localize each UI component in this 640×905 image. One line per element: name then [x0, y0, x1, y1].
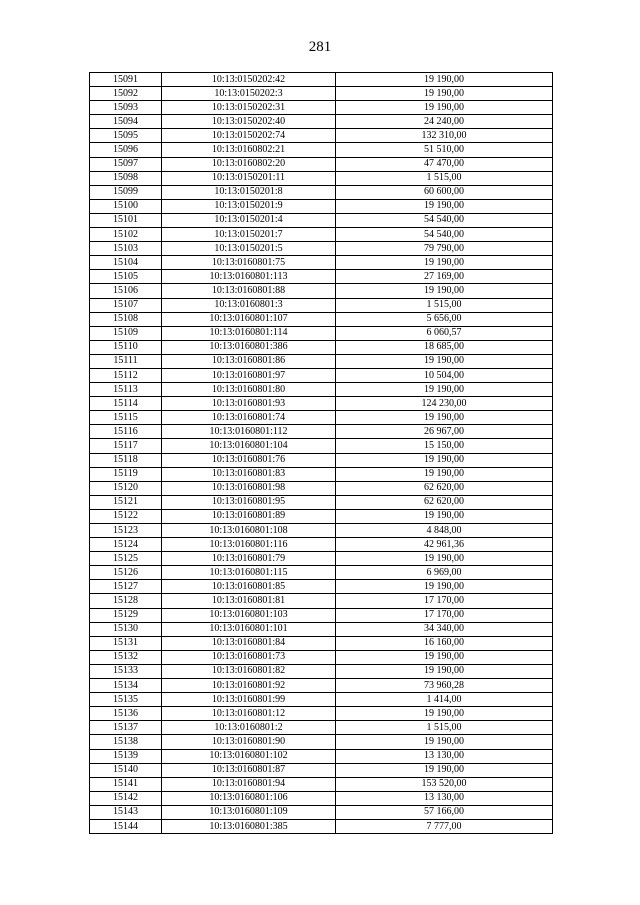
- cadastral-number-cell: 10:13:0160801:101: [162, 622, 336, 636]
- row-number-cell: 15099: [90, 185, 162, 199]
- amount-cell: 19 190,00: [336, 552, 553, 566]
- amount-cell: 62 620,00: [336, 495, 553, 509]
- row-number-cell: 15098: [90, 171, 162, 185]
- row-number-cell: 15100: [90, 199, 162, 213]
- amount-cell: 42 961,36: [336, 538, 553, 552]
- row-number-cell: 15106: [90, 284, 162, 298]
- row-number-cell: 15121: [90, 495, 162, 509]
- cadastral-number-cell: 10:13:0150202:40: [162, 115, 336, 129]
- cadastral-number-cell: 10:13:0160801:88: [162, 284, 336, 298]
- table-row: [90, 129, 553, 143]
- table-row: [90, 298, 553, 312]
- amount-cell: 19 190,00: [336, 383, 553, 397]
- amount-cell: 24 240,00: [336, 115, 553, 129]
- table-row: [90, 622, 553, 636]
- data-table-container: [89, 72, 552, 834]
- cadastral-number-cell: 10:13:0160801:115: [162, 566, 336, 580]
- row-number-cell: 15120: [90, 481, 162, 495]
- table-row: [90, 805, 553, 819]
- table-row: [90, 467, 553, 481]
- table-row: [90, 397, 553, 411]
- table-row: [90, 270, 553, 284]
- amount-cell: 73 960,28: [336, 679, 553, 693]
- cadastral-number-cell: 10:13:0160801:84: [162, 636, 336, 650]
- amount-cell: 19 190,00: [336, 284, 553, 298]
- table-row: [90, 425, 553, 439]
- cadastral-number-cell: 10:13:0160801:73: [162, 650, 336, 664]
- row-number-cell: 15134: [90, 679, 162, 693]
- amount-cell: 132 310,00: [336, 129, 553, 143]
- row-number-cell: 15114: [90, 397, 162, 411]
- amount-cell: 153 520,00: [336, 777, 553, 791]
- amount-cell: 19 190,00: [336, 650, 553, 664]
- table-row: [90, 411, 553, 425]
- table-row: [90, 101, 553, 115]
- cadastral-number-cell: 10:13:0160801:102: [162, 749, 336, 763]
- amount-cell: 19 190,00: [336, 354, 553, 368]
- row-number-cell: 15144: [90, 819, 162, 833]
- table-row: [90, 439, 553, 453]
- cadastral-number-cell: 10:13:0160801:95: [162, 495, 336, 509]
- table-row: [90, 679, 553, 693]
- cadastral-number-cell: 10:13:0160801:97: [162, 368, 336, 382]
- cadastral-number-cell: 10:13:0160801:79: [162, 552, 336, 566]
- row-number-cell: 15128: [90, 594, 162, 608]
- table-row: [90, 777, 553, 791]
- amount-cell: 51 510,00: [336, 143, 553, 157]
- row-number-cell: 15127: [90, 580, 162, 594]
- cadastral-number-cell: 10:13:0160801:92: [162, 679, 336, 693]
- row-number-cell: 15122: [90, 509, 162, 523]
- row-number-cell: 15137: [90, 721, 162, 735]
- table-row: [90, 213, 553, 227]
- row-number-cell: 15096: [90, 143, 162, 157]
- amount-cell: 6 060,57: [336, 326, 553, 340]
- row-number-cell: 15095: [90, 129, 162, 143]
- row-number-cell: 15136: [90, 707, 162, 721]
- row-number-cell: 15123: [90, 524, 162, 538]
- amount-cell: 19 190,00: [336, 411, 553, 425]
- row-number-cell: 15115: [90, 411, 162, 425]
- row-number-cell: 15140: [90, 763, 162, 777]
- row-number-cell: 15133: [90, 664, 162, 678]
- amount-cell: 19 190,00: [336, 509, 553, 523]
- cadastral-number-cell: 10:13:0160801:116: [162, 538, 336, 552]
- cadastral-number-cell: 10:13:0160801:99: [162, 693, 336, 707]
- cadastral-number-cell: 10:13:0160801:86: [162, 354, 336, 368]
- row-number-cell: 15108: [90, 312, 162, 326]
- cadastral-number-cell: 10:13:0160801:2: [162, 721, 336, 735]
- table-row: [90, 552, 553, 566]
- row-number-cell: 15126: [90, 566, 162, 580]
- cadastral-number-cell: 10:13:0160801:106: [162, 791, 336, 805]
- cadastral-number-cell: 10:13:0160801:81: [162, 594, 336, 608]
- amount-cell: 57 166,00: [336, 805, 553, 819]
- table-row: [90, 721, 553, 735]
- amount-cell: 13 130,00: [336, 749, 553, 763]
- table-row: [90, 693, 553, 707]
- amount-cell: 26 967,00: [336, 425, 553, 439]
- cadastral-number-cell: 10:13:0160801:90: [162, 735, 336, 749]
- cadastral-number-cell: 10:13:0150202:42: [162, 73, 336, 87]
- table-row: [90, 608, 553, 622]
- amount-cell: 16 160,00: [336, 636, 553, 650]
- table-row: [90, 749, 553, 763]
- amount-cell: 1 515,00: [336, 298, 553, 312]
- cadastral-number-cell: 10:13:0160801:104: [162, 439, 336, 453]
- amount-cell: 19 190,00: [336, 664, 553, 678]
- row-number-cell: 15101: [90, 213, 162, 227]
- row-number-cell: 15097: [90, 157, 162, 171]
- row-number-cell: 15092: [90, 87, 162, 101]
- row-number-cell: 15124: [90, 538, 162, 552]
- cadastral-number-cell: 10:13:0150201:4: [162, 213, 336, 227]
- table-row: [90, 453, 553, 467]
- cadastral-number-cell: 10:13:0150201:5: [162, 242, 336, 256]
- row-number-cell: 15094: [90, 115, 162, 129]
- row-number-cell: 15129: [90, 608, 162, 622]
- table-row: [90, 185, 553, 199]
- amount-cell: 19 190,00: [336, 87, 553, 101]
- amount-cell: 15 150,00: [336, 439, 553, 453]
- cadastral-number-cell: 10:13:0150201:9: [162, 199, 336, 213]
- table-row: [90, 284, 553, 298]
- cadastral-number-cell: 10:13:0160802:20: [162, 157, 336, 171]
- cadastral-number-cell: 10:13:0160802:21: [162, 143, 336, 157]
- table-row: [90, 650, 553, 664]
- amount-cell: 1 515,00: [336, 721, 553, 735]
- amount-cell: 17 170,00: [336, 608, 553, 622]
- row-number-cell: 15143: [90, 805, 162, 819]
- amount-cell: 19 190,00: [336, 735, 553, 749]
- amount-cell: 19 190,00: [336, 199, 553, 213]
- amount-cell: 19 190,00: [336, 256, 553, 270]
- table-row: [90, 383, 553, 397]
- amount-cell: 6 969,00: [336, 566, 553, 580]
- row-number-cell: 15117: [90, 439, 162, 453]
- cadastral-number-cell: 10:13:0150202:31: [162, 101, 336, 115]
- row-number-cell: 15131: [90, 636, 162, 650]
- table-row: [90, 509, 553, 523]
- table-row: [90, 580, 553, 594]
- table-row: [90, 707, 553, 721]
- data-table: [89, 72, 553, 834]
- cadastral-number-cell: 10:13:0160801:113: [162, 270, 336, 284]
- table-row: [90, 73, 553, 87]
- table-row: [90, 368, 553, 382]
- table-row: [90, 538, 553, 552]
- cadastral-number-cell: 10:13:0160801:76: [162, 453, 336, 467]
- cadastral-number-cell: 10:13:0160801:80: [162, 383, 336, 397]
- table-row: [90, 594, 553, 608]
- row-number-cell: 15116: [90, 425, 162, 439]
- amount-cell: 54 540,00: [336, 213, 553, 227]
- cadastral-number-cell: 10:13:0160801:107: [162, 312, 336, 326]
- row-number-cell: 15125: [90, 552, 162, 566]
- cadastral-number-cell: 10:13:0160801:85: [162, 580, 336, 594]
- amount-cell: 19 190,00: [336, 73, 553, 87]
- row-number-cell: 15105: [90, 270, 162, 284]
- amount-cell: 19 190,00: [336, 580, 553, 594]
- row-number-cell: 15142: [90, 791, 162, 805]
- amount-cell: 18 685,00: [336, 340, 553, 354]
- amount-cell: 60 600,00: [336, 185, 553, 199]
- amount-cell: 7 777,00: [336, 819, 553, 833]
- amount-cell: 17 170,00: [336, 594, 553, 608]
- cadastral-number-cell: 10:13:0150201:8: [162, 185, 336, 199]
- table-row: [90, 524, 553, 538]
- amount-cell: 4 848,00: [336, 524, 553, 538]
- amount-cell: 19 190,00: [336, 467, 553, 481]
- row-number-cell: 15109: [90, 326, 162, 340]
- table-row: [90, 735, 553, 749]
- cadastral-number-cell: 10:13:0160801:82: [162, 664, 336, 678]
- amount-cell: 124 230,00: [336, 397, 553, 411]
- table-row: [90, 157, 553, 171]
- cadastral-number-cell: 10:13:0150202:3: [162, 87, 336, 101]
- row-number-cell: 15111: [90, 354, 162, 368]
- table-row: [90, 566, 553, 580]
- amount-cell: 19 190,00: [336, 763, 553, 777]
- amount-cell: 47 470,00: [336, 157, 553, 171]
- cadastral-number-cell: 10:13:0160801:386: [162, 340, 336, 354]
- page-number: 281: [308, 39, 332, 55]
- row-number-cell: 15113: [90, 383, 162, 397]
- table-row: [90, 354, 553, 368]
- amount-cell: 13 130,00: [336, 791, 553, 805]
- table-row: [90, 326, 553, 340]
- table-row: [90, 664, 553, 678]
- row-number-cell: 15104: [90, 256, 162, 270]
- cadastral-number-cell: 10:13:0160801:93: [162, 397, 336, 411]
- table-row: [90, 763, 553, 777]
- amount-cell: 19 190,00: [336, 101, 553, 115]
- table-row: [90, 87, 553, 101]
- row-number-cell: 15091: [90, 73, 162, 87]
- cadastral-number-cell: 10:13:0160801:12: [162, 707, 336, 721]
- row-number-cell: 15112: [90, 368, 162, 382]
- amount-cell: 54 540,00: [336, 228, 553, 242]
- amount-cell: 1 414,00: [336, 693, 553, 707]
- table-row: [90, 199, 553, 213]
- cadastral-number-cell: 10:13:0160801:74: [162, 411, 336, 425]
- table-row: [90, 228, 553, 242]
- row-number-cell: 15141: [90, 777, 162, 791]
- row-number-cell: 15130: [90, 622, 162, 636]
- table-row: [90, 481, 553, 495]
- table-row: [90, 256, 553, 270]
- row-number-cell: 15102: [90, 228, 162, 242]
- amount-cell: 19 190,00: [336, 707, 553, 721]
- cadastral-number-cell: 10:13:0150202:74: [162, 129, 336, 143]
- row-number-cell: 15132: [90, 650, 162, 664]
- table-row: [90, 791, 553, 805]
- table-row: [90, 340, 553, 354]
- table-row: [90, 636, 553, 650]
- table-row: [90, 171, 553, 185]
- row-number-cell: 15119: [90, 467, 162, 481]
- row-number-cell: 15110: [90, 340, 162, 354]
- table-row: [90, 115, 553, 129]
- cadastral-number-cell: 10:13:0160801:108: [162, 524, 336, 538]
- amount-cell: 19 190,00: [336, 453, 553, 467]
- amount-cell: 34 340,00: [336, 622, 553, 636]
- row-number-cell: 15135: [90, 693, 162, 707]
- cadastral-number-cell: 10:13:0150201:7: [162, 228, 336, 242]
- amount-cell: 10 504,00: [336, 368, 553, 382]
- row-number-cell: 15118: [90, 453, 162, 467]
- amount-cell: 27 169,00: [336, 270, 553, 284]
- amount-cell: 1 515,00: [336, 171, 553, 185]
- cadastral-number-cell: 10:13:0160801:94: [162, 777, 336, 791]
- cadastral-number-cell: 10:13:0150201:11: [162, 171, 336, 185]
- row-number-cell: 15139: [90, 749, 162, 763]
- amount-cell: 5 656,00: [336, 312, 553, 326]
- table-row: [90, 143, 553, 157]
- cadastral-number-cell: 10:13:0160801:87: [162, 763, 336, 777]
- cadastral-number-cell: 10:13:0160801:98: [162, 481, 336, 495]
- table-row: [90, 312, 553, 326]
- row-number-cell: 15138: [90, 735, 162, 749]
- cadastral-number-cell: 10:13:0160801:89: [162, 509, 336, 523]
- table-row: [90, 242, 553, 256]
- amount-cell: 79 790,00: [336, 242, 553, 256]
- cadastral-number-cell: 10:13:0160801:385: [162, 819, 336, 833]
- cadastral-number-cell: 10:13:0160801:109: [162, 805, 336, 819]
- row-number-cell: 15107: [90, 298, 162, 312]
- cadastral-number-cell: 10:13:0160801:114: [162, 326, 336, 340]
- cadastral-number-cell: 10:13:0160801:83: [162, 467, 336, 481]
- cadastral-number-cell: 10:13:0160801:75: [162, 256, 336, 270]
- row-number-cell: 15093: [90, 101, 162, 115]
- cadastral-number-cell: 10:13:0160801:3: [162, 298, 336, 312]
- cadastral-number-cell: 10:13:0160801:112: [162, 425, 336, 439]
- table-row: [90, 819, 553, 833]
- table-body: [90, 73, 553, 834]
- cadastral-number-cell: 10:13:0160801:103: [162, 608, 336, 622]
- table-row: [90, 495, 553, 509]
- amount-cell: 62 620,00: [336, 481, 553, 495]
- row-number-cell: 15103: [90, 242, 162, 256]
